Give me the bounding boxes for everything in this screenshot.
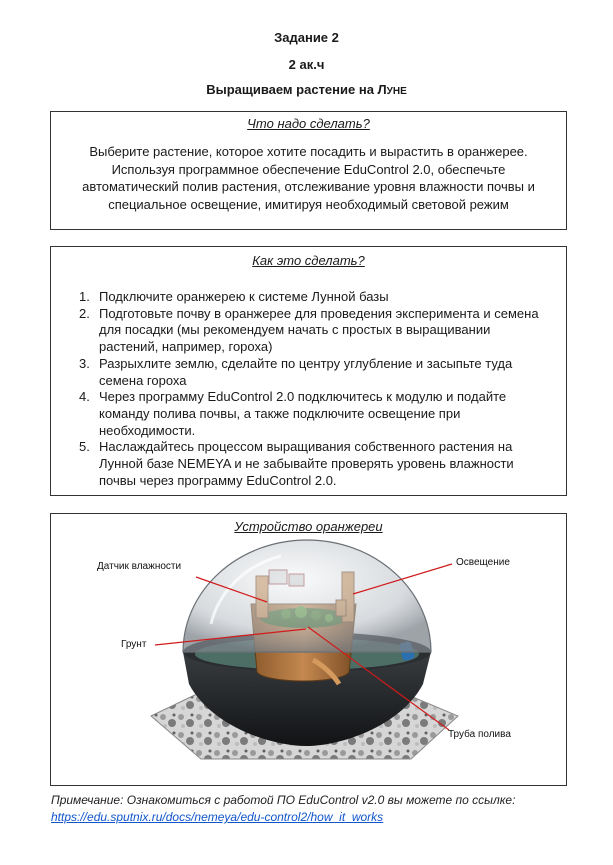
step-item xyxy=(79,439,552,489)
step-item xyxy=(79,306,552,356)
step-number: 4. xyxy=(79,389,90,405)
docs-link[interactable]: https://edu.sputnix.ru/docs/nemeya/edu-control2/how_it_works xyxy=(51,810,384,824)
task-title xyxy=(0,82,613,97)
step-text: Через программу EduControl 2.0 подключитесь к модулю и подайте команду полива почвы, а также подключите освещение при необходимости. xyxy=(99,389,507,438)
step-number: 5. xyxy=(79,439,90,455)
device-box xyxy=(50,513,567,786)
label-lighting: Освещение xyxy=(456,557,510,568)
step-number: 2. xyxy=(79,305,90,321)
footnote xyxy=(51,792,571,826)
step-text: Разрыхлите землю, сделайте по центру углубление и засыпьте туда семена гороха xyxy=(99,355,513,388)
label-humidity-sensor: Датчик влажности xyxy=(97,561,182,572)
greenhouse-dome xyxy=(183,540,431,652)
task-title-main: Выращиваем растение на Л xyxy=(206,82,387,97)
task-hours: 2 ак.ч xyxy=(288,57,325,72)
step-item xyxy=(79,356,552,389)
label-soil: Грунт xyxy=(121,639,147,650)
step-text: Наслаждайтесь процессом выращивания собственного растения на Лунной базе NEMEYA и не забывайте проверять уровень влажности почвы через программу EduControl 2.0. xyxy=(99,439,514,488)
step-number: 3. xyxy=(79,355,90,371)
what-to-do-text: Выберите растение, которое хотите посадить и вырастить в оранжерее. Используя программное обеспечение EduControl 2.0, обеспечьте автоматический полив растения, отслеживание уровня влажности почвы и специальное освещение, имитируя необходимый световой режим xyxy=(82,144,535,212)
label-watering-pipe: Труба полива xyxy=(448,729,511,740)
task-number: Задание 2 xyxy=(274,30,339,45)
task-title-smallcaps: УНЕ xyxy=(386,86,407,97)
what-to-do-box xyxy=(50,111,567,230)
step-item xyxy=(79,289,552,306)
step-number: 1. xyxy=(79,289,90,304)
device-title: Устройство оранжереи xyxy=(234,519,383,534)
how-to-do-box xyxy=(50,246,567,496)
step-item xyxy=(79,389,552,439)
steps-list xyxy=(79,289,552,489)
how-to-do-title: Как это сделать? xyxy=(252,253,365,268)
step-text: Подготовьте почву в оранжерее для проведения эксперимента и семена для посадки (мы рекомендуем начать с простых в выращивании растений, например, гороха) xyxy=(99,305,539,355)
what-to-do-title: Что надо сделать? xyxy=(247,116,370,131)
footnote-text: Примечание: Ознакомиться с работой ПО EduControl v2.0 вы можете по ссылке: xyxy=(51,793,516,807)
step-text: Подключите оранжерею к системе Лунной базы xyxy=(99,289,389,304)
